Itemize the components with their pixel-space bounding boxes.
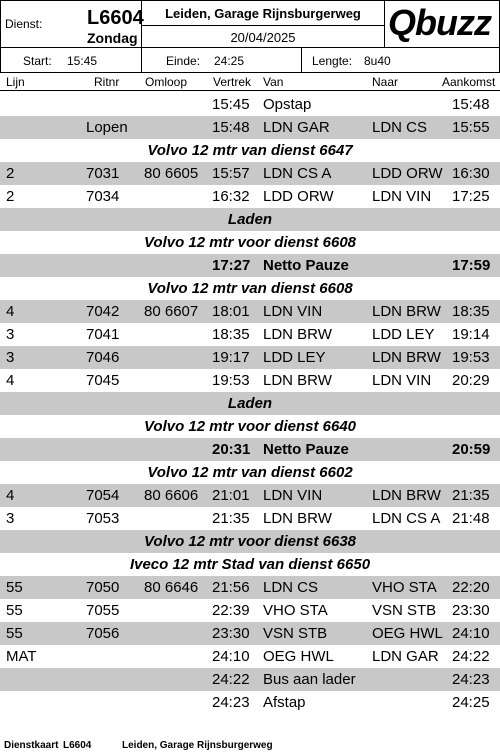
trip-row [0, 622, 500, 645]
trip-row [0, 346, 500, 369]
trip-row [0, 369, 500, 392]
cell-aankomst: 16:30 [452, 165, 490, 182]
date-cell [141, 25, 385, 48]
dienst-day: Zondag [87, 30, 138, 46]
footer-label: Dienstkaart [4, 740, 59, 751]
logo-cell [384, 0, 500, 48]
section-title: Volvo 12 mtr voor dienst 6608 [143, 234, 357, 251]
dienst-code: L6604 [87, 7, 144, 29]
col-lijn: Lijn [6, 75, 25, 89]
cell-aankomst: 24:10 [452, 625, 490, 642]
header [0, 0, 500, 74]
cell-naar: OEG HWL [372, 625, 443, 642]
cell-van: LDN BRW [263, 326, 332, 343]
cell-naar: LDN CS A [372, 510, 441, 527]
cell-ritnr: 7041 [86, 326, 120, 343]
location-text: Leiden, Garage Rijnsburgerweg [165, 6, 361, 21]
cell-ritnr: 7046 [86, 349, 120, 366]
cell-lijn: 3 [6, 510, 15, 527]
cell-naar: LDN VIN [372, 188, 432, 205]
col-omloop: Omloop [145, 75, 188, 89]
cell-van: LDN VIN [263, 303, 323, 320]
cell-omloop: 80 6646 [144, 579, 199, 596]
cell-lijn: 4 [6, 372, 15, 389]
section-title-row [0, 139, 500, 162]
lengte-cell [301, 47, 500, 73]
cell-vertrek: 19:53 [212, 372, 250, 389]
schedule-table [0, 93, 500, 714]
col-aankomst: Aankomst [442, 75, 496, 89]
cell-naar: LDD LEY [372, 326, 435, 343]
cell-vertrek: 23:30 [212, 625, 250, 642]
pause-row [0, 438, 500, 461]
col-naar: Naar [372, 75, 399, 89]
cell-lijn: 55 [6, 625, 23, 642]
cell-van: VHO STA [263, 602, 328, 619]
section-title: Volvo 12 mtr voor dienst 6640 [143, 418, 357, 435]
section-title: Laden [227, 211, 273, 228]
cell-van: LDN BRW [263, 372, 332, 389]
cell-aankomst: 21:35 [452, 487, 490, 504]
cell-vertrek: 24:22 [212, 671, 250, 688]
einde-label: Einde: [166, 54, 201, 68]
cell-vertrek: 15:48 [212, 119, 250, 136]
cell-aankomst: 24:22 [452, 648, 490, 665]
cell-naar: LDD ORW [372, 165, 443, 182]
cell-vertrek: 15:57 [212, 165, 250, 182]
cell-omloop: 80 6605 [144, 165, 199, 182]
pause-label: Netto Pauze [263, 441, 349, 458]
cell-naar: VHO STA [372, 579, 437, 596]
pause-label: Netto Pauze [263, 257, 349, 274]
cell-vertrek: 18:01 [212, 303, 250, 320]
cell-van: Bus aan lader [263, 671, 356, 688]
cell-vertrek: 21:01 [212, 487, 250, 504]
section-title-row [0, 277, 500, 300]
cell-van: LDN CS [263, 579, 319, 596]
cell-aankomst: 23:30 [452, 602, 490, 619]
cell-van: LDN GAR [263, 119, 330, 136]
cell-lijn: 3 [6, 326, 15, 343]
cell-aankomst: 17:25 [452, 188, 490, 205]
cell-aankomst: 22:20 [452, 579, 490, 596]
cell-naar: LDN CS [372, 119, 428, 136]
cell-aankomst: 24:23 [452, 671, 490, 688]
cell-ritnr: 7050 [86, 579, 120, 596]
trip-row [0, 93, 500, 116]
cell-aankomst: 19:14 [452, 326, 490, 343]
cell-van: Afstap [263, 694, 306, 711]
location-cell [141, 0, 385, 26]
start-label: Start: [23, 54, 52, 68]
trip-row [0, 576, 500, 599]
cell-lijn: 2 [6, 188, 15, 205]
cell-ritnr: 7042 [86, 303, 120, 320]
cell-aankomst: 18:35 [452, 303, 490, 320]
column-header [0, 74, 500, 91]
pause-end: 17:59 [452, 257, 491, 274]
cell-ritnr: 7053 [86, 510, 120, 527]
section-title: Volvo 12 mtr van dienst 6647 [147, 142, 353, 159]
trip-row [0, 599, 500, 622]
cell-van: OEG HWL [263, 648, 334, 665]
cell-naar: LDN VIN [372, 372, 432, 389]
dienst-cell [0, 0, 142, 48]
start-cell [0, 47, 142, 73]
trip-row [0, 691, 500, 714]
footer-code: L6604 [63, 740, 92, 751]
cell-ritnr: 7055 [86, 602, 120, 619]
cell-van: LDD LEY [263, 349, 326, 366]
trip-row [0, 323, 500, 346]
cell-van: LDN BRW [263, 510, 332, 527]
cell-lijn: MAT [6, 648, 37, 665]
einde-value: 24:25 [214, 54, 245, 68]
col-vertrek: Vertrek [213, 75, 252, 89]
cell-ritnr: 7054 [86, 487, 120, 504]
cell-van: Opstap [263, 96, 312, 113]
lengte-value: 8u40 [364, 54, 391, 68]
dienst-label: Dienst: [5, 17, 43, 31]
cell-lijn: 55 [6, 602, 23, 619]
einde-cell [141, 47, 302, 73]
start-value: 15:45 [67, 54, 98, 68]
section-title-row [0, 415, 500, 438]
cell-vertrek: 15:45 [212, 96, 250, 113]
cell-omloop: 80 6607 [144, 303, 199, 320]
cell-lijn: 2 [6, 165, 15, 182]
trip-row [0, 484, 500, 507]
trip-row [0, 507, 500, 530]
cell-ritnr: Lopen [86, 119, 128, 136]
cell-van: LDN VIN [263, 487, 323, 504]
trip-row [0, 116, 500, 139]
cell-omloop: 80 6606 [144, 487, 199, 504]
section-title-row [0, 392, 500, 415]
col-van: Van [263, 75, 284, 89]
section-title: Volvo 12 mtr van dienst 6608 [147, 280, 353, 297]
cell-naar: LDN BRW [372, 303, 441, 320]
cell-aankomst: 15:55 [452, 119, 490, 136]
footer-location: Leiden, Garage Rijnsburgerweg [122, 740, 273, 751]
cell-vertrek: 21:35 [212, 510, 250, 527]
cell-vertrek: 19:17 [212, 349, 250, 366]
cell-van: LDN CS A [263, 165, 332, 182]
cell-vertrek: 24:23 [212, 694, 250, 711]
section-title-row [0, 461, 500, 484]
pause-start: 17:27 [212, 257, 251, 274]
cell-ritnr: 7045 [86, 372, 120, 389]
cell-naar: LDN BRW [372, 349, 441, 366]
cell-vertrek: 22:39 [212, 602, 250, 619]
cell-ritnr: 7056 [86, 625, 120, 642]
date-text: 20/04/2025 [230, 30, 296, 45]
cell-lijn: 55 [6, 579, 23, 596]
trip-row [0, 645, 500, 668]
cell-vertrek: 16:32 [212, 188, 250, 205]
section-title: Volvo 12 mtr voor dienst 6638 [143, 533, 357, 550]
cell-vertrek: 21:56 [212, 579, 250, 596]
cell-aankomst: 19:53 [452, 349, 490, 366]
cell-aankomst: 24:25 [452, 694, 490, 711]
section-title: Laden [227, 395, 273, 412]
cell-naar: LDN GAR [372, 648, 439, 665]
cell-naar: LDN BRW [372, 487, 441, 504]
lengte-label: Lengte: [312, 54, 353, 68]
pause-row [0, 254, 500, 277]
section-title-row [0, 553, 500, 576]
pause-start: 20:31 [212, 441, 251, 458]
cell-naar: VSN STB [372, 602, 437, 619]
cell-ritnr: 7031 [86, 165, 120, 182]
cell-van: VSN STB [263, 625, 328, 642]
cell-aankomst: 15:48 [452, 96, 490, 113]
section-title-row [0, 530, 500, 553]
section-title: Iveco 12 mtr Stad van dienst 6650 [129, 556, 371, 573]
trip-row [0, 162, 500, 185]
col-ritnr: Ritnr [94, 75, 120, 89]
section-title-row [0, 208, 500, 231]
cell-vertrek: 18:35 [212, 326, 250, 343]
cell-lijn: 4 [6, 487, 15, 504]
trip-row [0, 668, 500, 691]
section-title-row [0, 231, 500, 254]
trip-row [0, 185, 500, 208]
cell-lijn: 4 [6, 303, 15, 320]
cell-ritnr: 7034 [86, 188, 120, 205]
cell-van: LDD ORW [263, 188, 334, 205]
cell-lijn: 3 [6, 349, 15, 366]
cell-aankomst: 20:29 [452, 372, 490, 389]
cell-aankomst: 21:48 [452, 510, 490, 527]
qbuzz-logo: Qbuzz [388, 2, 491, 43]
trip-row [0, 300, 500, 323]
pause-end: 20:59 [452, 441, 491, 458]
section-title: Volvo 12 mtr van dienst 6602 [147, 464, 353, 481]
cell-vertrek: 24:10 [212, 648, 250, 665]
